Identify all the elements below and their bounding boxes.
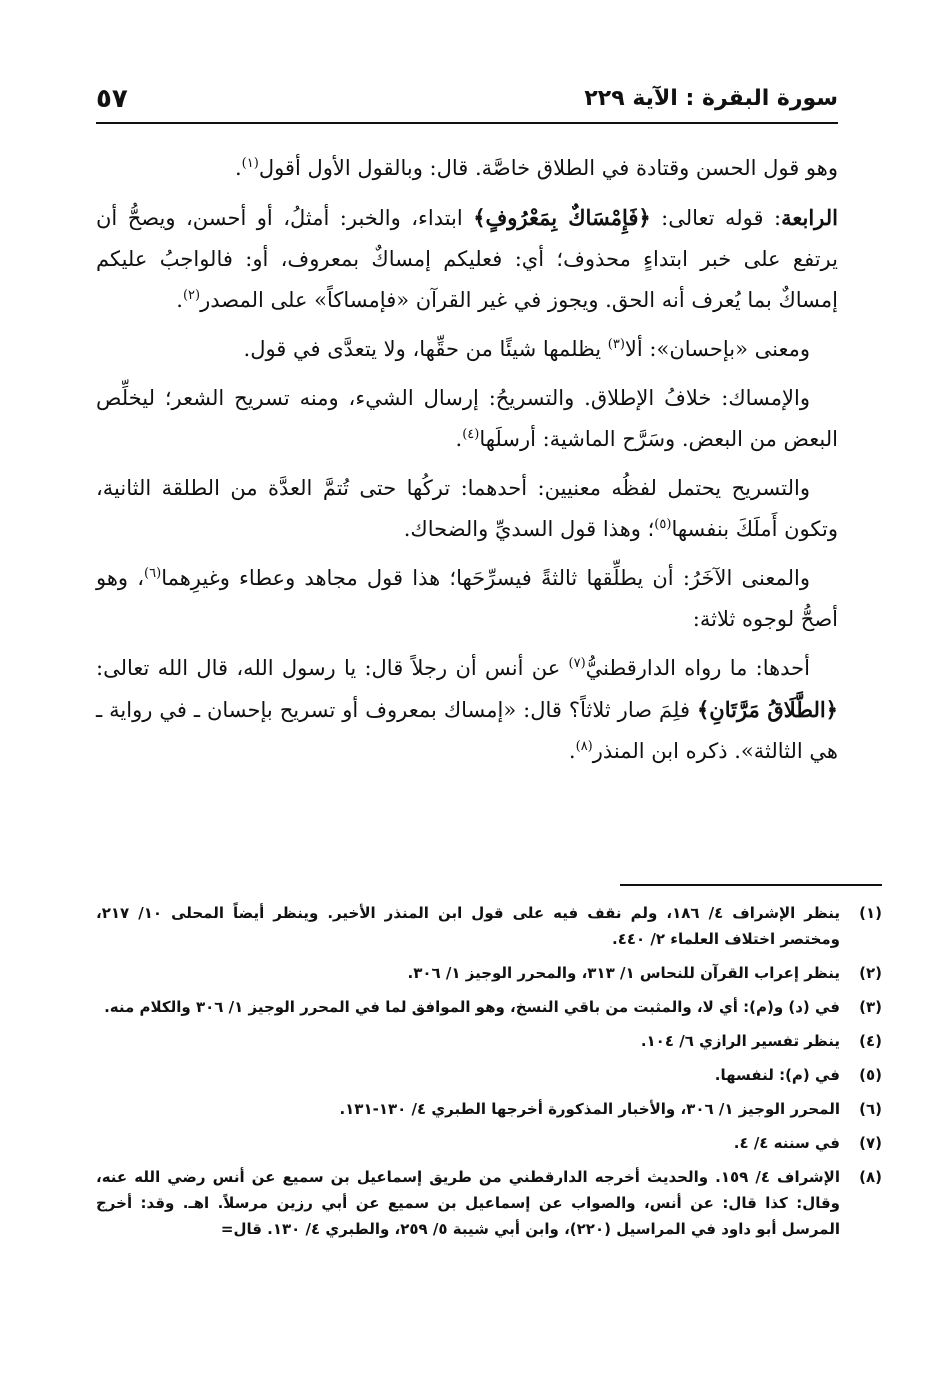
section-lead: الرابعة: [781, 205, 838, 230]
footnote: [96, 1028, 882, 1054]
footnote-ref: (٨): [575, 739, 593, 754]
footnote-text: في سننه ٤/ ٤.: [733, 1134, 840, 1152]
footnote-ref: (٣): [607, 337, 625, 352]
footnote: [96, 994, 882, 1020]
footnote-text: في (د) و(م): أي لا، والمثبت من باقي النسخ، وهو الموافق لما في المحرر الوجيز ١/ ٣٠٦ والكلام منه.: [104, 998, 840, 1016]
footnote-text: الإشراف ٤/ ١٥٩. والحديث أخرجه الدارقطني من طريق إسماعيل بن سميع عن أنس رضي الله عنه، وقال: كذا قال: عن أنس، والصواب عن إسماعيل بن سميع عن أبي رزين مرسلاً. اهـ. وقد: أخرج المرسل أبو داود في المراسيل (٢٢٠)، وابن أبي شيبة ٥/ ٢٥٩، والطبري ٤/ ١٣٠. قال=: [96, 1168, 840, 1238]
footnote: [96, 1096, 882, 1122]
paragraph-5: والتسريح يحتمل لفظُه معنيين: أحدهما: تركُها حتى تُتمَّ العدَّة من الطلقة الثانية، وتكون أَملَكَ بنفسها$^{(٥)}$؛ وهذا قول السديِّ والضحاك.: [96, 476, 838, 541]
footnote-text: ينظر الإشراف ٤/ ١٨٦، ولم نقف فيه على قول ابن المنذر الأخير. وينظر أيضاً المحلى ١٠/ ٢١٧، ومختصر اختلاف العلماء ٢/ ٤٤٠.: [96, 904, 841, 948]
footnote: [96, 900, 882, 952]
quran-quote: ﴿الطَّلَاقُ مَرَّتَانِ﴾: [696, 697, 838, 722]
paragraph-7: أحدها: ما رواه الدارقطنيُّ$^{(٧)}$ عن أنس أن رجلاً قال: يا رسول الله، قال الله تعالى: ﴿الطَّلَاقُ مَرَّتَانِ﴾ فلِمَ صار ثلاثاً؟ قال: «إمساك بمعروف أو تسريح بإحسان ـ في رواية ـ هي الثالثة». ذكره ابن المنذر$^{(٨)}$.: [96, 656, 838, 763]
footnote-number: (٥): [859, 1066, 882, 1084]
page-header: [96, 76, 838, 124]
footnote-text: ينظر إعراب القرآن للنحاس ١/ ٣١٣، والمحرر الوجيز ١/ ٣٠٦.: [407, 964, 840, 982]
footnote: [96, 1164, 882, 1242]
footnote-number: (٦): [859, 1100, 882, 1118]
footnote-number: (٢): [859, 964, 882, 982]
footnotes: [96, 900, 882, 1250]
footnote-number: (٤): [859, 1032, 882, 1050]
footnote-ref: (٢): [182, 288, 201, 303]
footnote-ref: (٥): [654, 517, 672, 532]
footnote: [96, 1062, 882, 1088]
paragraph-1: وهو قول الحسن وقتادة في الطلاق خاصَّة. قال: وبالقول الأول أقول$^{(١)}$.: [234, 156, 838, 180]
footnote-ref: (٧): [568, 656, 586, 671]
paragraph-4: والإمساك: خلافُ الإطلاق. والتسريحُ: إرسال الشيء، ومنه تسريح الشعر؛ ليخلِّص البعض من البعض. وسَرَّح الماشية: أرسلَها$^{(٤)}$.: [96, 386, 838, 451]
running-title: سورة البقرة : الآية ٢٢٩: [584, 86, 838, 111]
quran-quote: ﴿فَإِمْسَاكٌ بِمَعْرُوفٍ﴾: [473, 205, 651, 230]
footnote-ref: (١): [241, 156, 259, 171]
main-text: [96, 148, 838, 780]
footnote-text: في (م): لنفسها.: [714, 1066, 840, 1084]
paragraph-2: الرابعة: قوله تعالى: ﴿فَإِمْسَاكٌ بِمَعْرُوفٍ﴾ ابتداء، والخبر: أمثلُ، أو أحسن، ويصحُّ أن يرتفع على خبر ابتداءٍ محذوف؛ أي: فعليكم إمساكٌ بمعروف، أو: فالواجبُ عليكم إمساكٌ بما يُعرف أنه الحق. ويجوز في غير القرآن «فإمساكاً» على المصدر$^{(٢)}$.: [96, 205, 838, 312]
page-number: ٥٧: [96, 84, 128, 114]
paragraph-6: والمعنى الآخَرُ: أن يطلِّقها ثالثةً فيسرِّحَها؛ هذا قول مجاهد وعطاء وغيرِهما$^{(٦)}$، وهو أصحُّ لوجوه ثلاثة:: [96, 566, 838, 631]
footnote-number: (١): [859, 904, 882, 922]
footnote-text: ينظر تفسير الرازي ٦/ ١٠٤.: [640, 1032, 840, 1050]
footnote-ref: (٤): [462, 427, 480, 442]
footnote-ref: (٦): [144, 566, 162, 581]
footnote: [96, 1130, 882, 1156]
footnote: [96, 960, 882, 986]
footnote-text: المحرر الوجيز ١/ ٣٠٦، والأخبار المذكورة أخرجها الطبري ٤/ ١٣٠-١٣١.: [339, 1100, 840, 1118]
footnote-number: (٨): [859, 1168, 882, 1186]
footnote-number: (٧): [859, 1134, 882, 1152]
paragraph-3: ومعنى «بإحسان»: ألا$^{(٣)}$ يظلمها شيئًا من حقِّها، ولا يتعدَّى في قول.: [243, 337, 810, 361]
footnote-separator: [620, 884, 882, 886]
paragraph-text: وهو قول الحسن وقتادة في الطلاق خاصَّة. قال: وبالقول الأول أقول: [258, 156, 838, 180]
footnote-number: (٣): [859, 998, 882, 1016]
